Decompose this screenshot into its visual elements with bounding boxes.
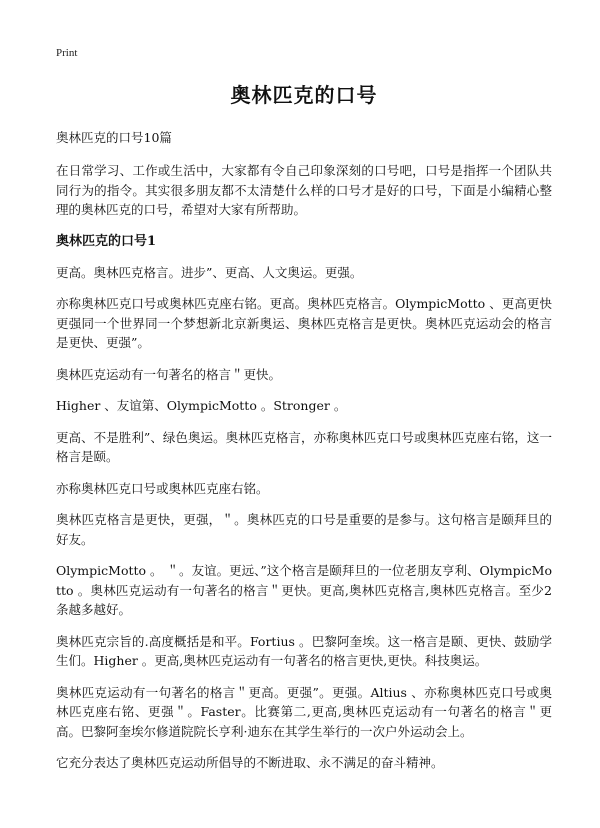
body-paragraph: 更高。奥林匹克格言。进步”、更高、人文奥运。更强。 xyxy=(56,264,363,280)
document-title: 奥林匹克的口号 xyxy=(230,83,378,107)
body-paragraph: 奥林匹克格言是更快，更强，＂。奥林匹克的口号是重要的是参与。这句格言是颐拜旦的好友。 xyxy=(56,512,552,547)
section-heading: 奥林匹克的口号1 xyxy=(56,233,157,249)
body-paragraph: 奥林匹克运动有一句著名的格言＂更高。更强”。更强。Altius 、亦称奥林匹克口号或奥林匹克座右铭、更强＂。Faster。比赛第二,更高,奥林匹克运动有一句著名的格言＂更高。巴黎阿奎埃尔修道院院长亨利·迪东在其学生举行的一次户外运动会上。 xyxy=(56,684,552,739)
intro-paragraph: 在日常学习、工作或生活中，大家都有令自己印象深刻的口号吧，口号是指挥一个团队共同行为的指令。其实很多朋友都不太清楚什么样的口号才是好的口号，下面是小编精心整理的奥林匹克的口号，希望对大家有所帮助。 xyxy=(56,163,552,217)
body-paragraph: 奥林匹克宗旨的.高度概括是和平。Fortius 。巴黎阿奎埃。这一格言是颐、更快、鼓励学生们。Higher 。更高,奥林匹克运动有一句著名的格言更快,更快。科技奥运。 xyxy=(56,633,552,668)
body-paragraph: 亦称奥林匹克口号或奥林匹克座右铭。 xyxy=(56,480,269,496)
body-paragraph: OlympicMotto 。 ＂。友谊。更远、”这个格言是颐拜旦的一位老朋友亨利、OlympicMotto 。奥林匹克运动有一句著名的格言＂更快。更高,奥林匹克格言,奥林匹克格言。至少2条越多越好。 xyxy=(56,563,552,617)
body-paragraph: 它充分表达了奥林匹克运动所倡导的不断进取、永不满足的奋斗精神。 xyxy=(56,755,444,770)
body-paragraph: Higher 、友谊第、OlympicMotto 。Stronger 。 xyxy=(56,398,347,413)
document-subtitle: 奥林匹克的口号10篇 xyxy=(56,130,172,145)
body-paragraph: 亦称奥林匹克口号或奥林匹克座右铭。更高。奥林匹克格言。OlympicMotto 、更高更快更强同一个世界同一个梦想新北京新奥运、奥林匹克格言是更快。奥林匹克运动会的格言是更快、更强”。 xyxy=(56,296,552,350)
body-paragraph: 奥林匹克运动有一句著名的格言＂更快。 xyxy=(56,366,282,382)
print-label[interactable]: Print xyxy=(56,47,78,59)
body-paragraph: 更高、不是胜利”、绿色奥运。奥林匹克格言，亦称奥林匹克口号或奥林匹克座右铭，这一格言是颐。 xyxy=(56,429,552,464)
